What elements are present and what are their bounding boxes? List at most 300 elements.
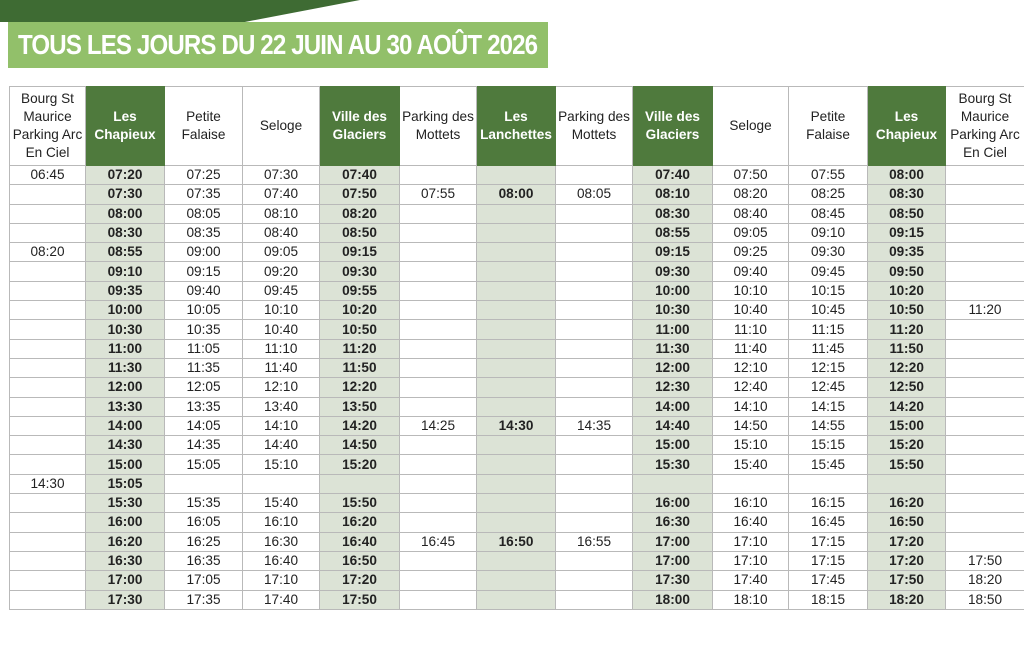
time-cell: 08:40 (713, 204, 789, 223)
time-cell (477, 204, 556, 223)
time-cell: 08:30 (86, 223, 165, 242)
time-cell: 08:05 (165, 204, 243, 223)
time-cell: 16:05 (165, 513, 243, 532)
table-row (10, 455, 1024, 474)
time-cell: 15:30 (633, 455, 713, 474)
time-cell (10, 358, 86, 377)
time-cell (946, 513, 1024, 532)
time-cell: 08:00 (86, 204, 165, 223)
time-cell: 13:30 (86, 397, 165, 416)
time-cell: 16:40 (713, 513, 789, 532)
time-cell: 08:20 (10, 243, 86, 262)
time-cell: 11:00 (86, 339, 165, 358)
time-cell: 09:10 (86, 262, 165, 281)
time-cell (477, 281, 556, 300)
time-cell (556, 243, 633, 262)
time-cell: 16:45 (400, 532, 477, 551)
time-cell: 10:15 (789, 281, 868, 300)
time-cell (165, 474, 243, 493)
time-cell: 17:20 (868, 532, 946, 551)
time-cell (556, 281, 633, 300)
time-cell (477, 223, 556, 242)
time-cell: 17:05 (165, 571, 243, 590)
time-cell: 14:00 (86, 416, 165, 435)
time-cell: 10:10 (713, 281, 789, 300)
time-cell (243, 474, 320, 493)
time-cell: 14:10 (243, 416, 320, 435)
time-cell (400, 166, 477, 185)
time-cell: 15:20 (320, 455, 400, 474)
column-header: Petite Falaise (789, 87, 868, 166)
time-cell: 14:50 (320, 436, 400, 455)
time-cell: 17:10 (713, 551, 789, 570)
time-cell: 12:10 (243, 378, 320, 397)
time-cell: 10:20 (320, 301, 400, 320)
time-cell (946, 436, 1024, 455)
time-cell: 16:20 (320, 513, 400, 532)
time-cell: 08:25 (789, 185, 868, 204)
time-cell: 07:25 (165, 166, 243, 185)
time-cell (400, 551, 477, 570)
time-cell (400, 474, 477, 493)
time-cell (400, 590, 477, 609)
column-header: Petite Falaise (165, 87, 243, 166)
time-cell (633, 474, 713, 493)
time-cell: 11:35 (165, 358, 243, 377)
time-cell (10, 281, 86, 300)
time-cell: 09:30 (320, 262, 400, 281)
time-cell (946, 416, 1024, 435)
time-cell: 17:40 (713, 571, 789, 590)
time-cell: 18:15 (789, 590, 868, 609)
time-cell: 16:20 (86, 532, 165, 551)
time-cell (10, 494, 86, 513)
time-cell: 17:00 (86, 571, 165, 590)
title-banner (8, 22, 548, 68)
time-cell: 16:45 (789, 513, 868, 532)
time-cell: 15:50 (868, 455, 946, 474)
time-cell: 09:05 (713, 223, 789, 242)
column-header: Parking des Mottets (400, 87, 477, 166)
time-cell (10, 223, 86, 242)
time-cell (946, 532, 1024, 551)
time-cell (400, 513, 477, 532)
time-cell: 14:30 (10, 474, 86, 493)
table-row (10, 513, 1024, 532)
time-cell: 17:50 (320, 590, 400, 609)
time-cell: 10:05 (165, 301, 243, 320)
time-cell (477, 301, 556, 320)
time-cell (946, 339, 1024, 358)
time-cell: 06:45 (10, 166, 86, 185)
time-cell: 17:00 (633, 532, 713, 551)
time-cell: 10:30 (86, 320, 165, 339)
time-cell: 13:40 (243, 397, 320, 416)
time-cell: 11:40 (713, 339, 789, 358)
time-cell (946, 320, 1024, 339)
time-cell (477, 571, 556, 590)
time-cell (400, 436, 477, 455)
time-cell (10, 262, 86, 281)
time-cell: 09:45 (789, 262, 868, 281)
time-cell: 14:15 (789, 397, 868, 416)
time-cell (477, 455, 556, 474)
time-cell: 07:50 (713, 166, 789, 185)
time-cell (946, 223, 1024, 242)
time-cell: 14:10 (713, 397, 789, 416)
time-cell: 16:30 (86, 551, 165, 570)
time-cell (556, 223, 633, 242)
time-cell (556, 571, 633, 590)
time-cell: 11:30 (633, 339, 713, 358)
column-header: Bourg St Maurice Parking Arc En Ciel (10, 87, 86, 166)
time-cell: 13:50 (320, 397, 400, 416)
time-cell (477, 551, 556, 570)
time-cell: 15:05 (86, 474, 165, 493)
time-cell: 10:00 (86, 301, 165, 320)
table-row (10, 166, 1024, 185)
time-cell: 17:00 (633, 551, 713, 570)
time-cell: 08:00 (477, 185, 556, 204)
column-header: Les Chapieux (868, 87, 946, 166)
time-cell: 08:20 (320, 204, 400, 223)
time-cell: 13:35 (165, 397, 243, 416)
time-cell (946, 455, 1024, 474)
time-cell (400, 339, 477, 358)
time-cell: 11:20 (320, 339, 400, 358)
table-row (10, 185, 1024, 204)
time-cell: 12:50 (868, 378, 946, 397)
time-cell: 10:50 (868, 301, 946, 320)
table-row (10, 436, 1024, 455)
time-cell (477, 320, 556, 339)
time-cell: 14:20 (868, 397, 946, 416)
time-cell: 12:00 (633, 358, 713, 377)
time-cell: 10:45 (789, 301, 868, 320)
time-cell: 12:45 (789, 378, 868, 397)
time-cell (556, 262, 633, 281)
time-cell (556, 551, 633, 570)
time-cell: 07:40 (243, 185, 320, 204)
time-cell (868, 474, 946, 493)
time-cell: 10:10 (243, 301, 320, 320)
table-row (10, 494, 1024, 513)
time-cell (400, 397, 477, 416)
table-row (10, 281, 1024, 300)
time-cell (556, 474, 633, 493)
time-cell: 12:15 (789, 358, 868, 377)
time-cell: 07:20 (86, 166, 165, 185)
time-cell: 16:30 (243, 532, 320, 551)
time-cell (10, 185, 86, 204)
time-cell: 07:40 (633, 166, 713, 185)
time-cell: 16:00 (86, 513, 165, 532)
time-cell: 10:40 (713, 301, 789, 320)
time-cell (400, 378, 477, 397)
time-cell (946, 281, 1024, 300)
time-cell: 14:55 (789, 416, 868, 435)
time-cell (400, 571, 477, 590)
time-cell (10, 320, 86, 339)
time-cell (400, 243, 477, 262)
time-cell: 11:50 (868, 339, 946, 358)
time-cell (400, 301, 477, 320)
time-cell: 08:40 (243, 223, 320, 242)
time-cell (946, 494, 1024, 513)
time-cell: 16:55 (556, 532, 633, 551)
time-cell: 14:50 (713, 416, 789, 435)
time-cell: 10:00 (633, 281, 713, 300)
table-row (10, 320, 1024, 339)
time-cell: 09:20 (243, 262, 320, 281)
time-cell: 10:35 (165, 320, 243, 339)
time-cell (400, 494, 477, 513)
time-cell: 07:55 (789, 166, 868, 185)
time-cell: 16:25 (165, 532, 243, 551)
time-cell (477, 397, 556, 416)
time-cell: 15:50 (320, 494, 400, 513)
time-cell (946, 358, 1024, 377)
time-cell: 17:20 (320, 571, 400, 590)
time-cell: 15:40 (713, 455, 789, 474)
time-cell: 16:10 (713, 494, 789, 513)
time-cell (10, 378, 86, 397)
time-cell: 08:50 (320, 223, 400, 242)
time-cell: 17:20 (868, 551, 946, 570)
time-cell: 09:30 (789, 243, 868, 262)
time-cell: 15:00 (868, 416, 946, 435)
time-cell: 10:40 (243, 320, 320, 339)
time-cell: 09:35 (86, 281, 165, 300)
table-row (10, 358, 1024, 377)
time-cell (946, 378, 1024, 397)
time-cell: 14:20 (320, 416, 400, 435)
time-cell: 14:30 (86, 436, 165, 455)
time-cell: 08:10 (243, 204, 320, 223)
time-cell: 17:50 (868, 571, 946, 590)
time-cell: 08:00 (868, 166, 946, 185)
time-cell (400, 223, 477, 242)
time-cell (477, 339, 556, 358)
time-cell (556, 204, 633, 223)
time-cell (556, 166, 633, 185)
time-cell (713, 474, 789, 493)
time-cell (10, 204, 86, 223)
table-row (10, 397, 1024, 416)
table-row (10, 378, 1024, 397)
table-row (10, 223, 1024, 242)
time-cell: 16:35 (165, 551, 243, 570)
corner-stripe (0, 0, 360, 22)
time-cell (10, 436, 86, 455)
time-cell: 15:10 (243, 455, 320, 474)
time-cell: 11:10 (713, 320, 789, 339)
time-cell: 09:40 (713, 262, 789, 281)
time-cell (400, 455, 477, 474)
column-header: Parking des Mottets (556, 87, 633, 166)
time-cell: 09:35 (868, 243, 946, 262)
time-cell: 15:35 (165, 494, 243, 513)
time-cell (10, 513, 86, 532)
time-cell: 09:15 (165, 262, 243, 281)
time-cell: 15:00 (633, 436, 713, 455)
time-cell: 08:55 (86, 243, 165, 262)
time-cell (946, 204, 1024, 223)
time-cell: 11:30 (86, 358, 165, 377)
time-cell: 10:30 (633, 301, 713, 320)
time-cell: 14:00 (633, 397, 713, 416)
time-cell: 11:10 (243, 339, 320, 358)
time-cell: 18:20 (946, 571, 1024, 590)
time-cell: 11:20 (946, 301, 1024, 320)
time-cell (556, 436, 633, 455)
time-cell (556, 590, 633, 609)
time-cell: 17:50 (946, 551, 1024, 570)
time-cell: 14:25 (400, 416, 477, 435)
time-cell: 17:10 (713, 532, 789, 551)
time-cell: 09:40 (165, 281, 243, 300)
time-cell (946, 262, 1024, 281)
time-cell: 11:15 (789, 320, 868, 339)
table-row (10, 301, 1024, 320)
column-header: Seloge (713, 87, 789, 166)
time-cell: 16:50 (477, 532, 556, 551)
time-cell: 11:40 (243, 358, 320, 377)
time-cell: 14:40 (633, 416, 713, 435)
time-cell (477, 590, 556, 609)
time-cell (10, 571, 86, 590)
time-cell: 17:15 (789, 532, 868, 551)
time-cell (477, 243, 556, 262)
time-cell: 07:35 (165, 185, 243, 204)
time-cell: 10:20 (868, 281, 946, 300)
time-cell (10, 551, 86, 570)
time-cell: 17:40 (243, 590, 320, 609)
time-cell: 09:00 (165, 243, 243, 262)
time-cell: 09:50 (868, 262, 946, 281)
time-cell: 07:30 (86, 185, 165, 204)
time-cell: 07:30 (243, 166, 320, 185)
table-row (10, 243, 1024, 262)
column-header: Les Lanchettes (477, 87, 556, 166)
time-cell (946, 397, 1024, 416)
time-cell: 14:05 (165, 416, 243, 435)
column-header: Bourg St Maurice Parking Arc En Ciel (946, 87, 1024, 166)
time-cell (400, 262, 477, 281)
time-cell: 09:55 (320, 281, 400, 300)
time-cell (10, 397, 86, 416)
time-cell: 11:45 (789, 339, 868, 358)
time-cell: 15:00 (86, 455, 165, 474)
time-cell: 17:10 (243, 571, 320, 590)
table-body (10, 166, 1024, 610)
time-cell: 08:30 (868, 185, 946, 204)
time-cell (477, 474, 556, 493)
time-cell: 08:05 (556, 185, 633, 204)
time-cell (10, 590, 86, 609)
time-cell: 16:50 (868, 513, 946, 532)
table-row (10, 416, 1024, 435)
time-cell: 15:20 (868, 436, 946, 455)
time-cell: 12:00 (86, 378, 165, 397)
timetable (9, 86, 1024, 610)
time-cell: 14:35 (165, 436, 243, 455)
table-row (10, 204, 1024, 223)
column-header: Seloge (243, 87, 320, 166)
time-cell: 09:45 (243, 281, 320, 300)
table-row (10, 262, 1024, 281)
time-cell (400, 320, 477, 339)
time-cell (556, 378, 633, 397)
time-cell: 15:30 (86, 494, 165, 513)
table-row (10, 474, 1024, 493)
column-header: Ville des Glaciers (320, 87, 400, 166)
time-cell: 09:30 (633, 262, 713, 281)
time-cell: 15:10 (713, 436, 789, 455)
time-cell (477, 166, 556, 185)
time-cell (400, 358, 477, 377)
time-cell: 07:40 (320, 166, 400, 185)
time-cell: 15:40 (243, 494, 320, 513)
time-cell: 15:05 (165, 455, 243, 474)
time-cell (556, 455, 633, 474)
time-cell: 15:15 (789, 436, 868, 455)
time-cell (10, 416, 86, 435)
time-cell: 08:35 (165, 223, 243, 242)
time-cell: 17:30 (633, 571, 713, 590)
time-cell: 16:40 (320, 532, 400, 551)
time-cell: 11:50 (320, 358, 400, 377)
time-cell: 11:00 (633, 320, 713, 339)
time-cell: 12:30 (633, 378, 713, 397)
time-cell (946, 474, 1024, 493)
time-cell: 18:50 (946, 590, 1024, 609)
time-cell (556, 513, 633, 532)
time-cell (320, 474, 400, 493)
time-cell: 09:15 (320, 243, 400, 262)
time-cell: 12:20 (868, 358, 946, 377)
time-cell (556, 339, 633, 358)
time-cell: 18:00 (633, 590, 713, 609)
time-cell (10, 455, 86, 474)
time-cell (10, 532, 86, 551)
time-cell: 16:00 (633, 494, 713, 513)
time-cell: 08:30 (633, 204, 713, 223)
time-cell: 16:10 (243, 513, 320, 532)
table-row (10, 532, 1024, 551)
time-cell: 12:10 (713, 358, 789, 377)
time-cell: 16:20 (868, 494, 946, 513)
time-cell: 16:15 (789, 494, 868, 513)
time-cell: 09:15 (868, 223, 946, 242)
time-cell (946, 185, 1024, 204)
time-cell (556, 397, 633, 416)
time-cell: 10:50 (320, 320, 400, 339)
table-row (10, 551, 1024, 570)
time-cell: 08:55 (633, 223, 713, 242)
time-cell: 09:10 (789, 223, 868, 242)
time-cell: 08:10 (633, 185, 713, 204)
time-cell: 14:35 (556, 416, 633, 435)
time-cell (477, 436, 556, 455)
time-cell: 08:50 (868, 204, 946, 223)
page-title: TOUS LES JOURS DU 22 JUIN AU 30 AOÛT 2026 (18, 29, 538, 60)
time-cell: 07:55 (400, 185, 477, 204)
time-cell: 09:05 (243, 243, 320, 262)
time-cell: 11:05 (165, 339, 243, 358)
table-row (10, 590, 1024, 609)
time-cell (477, 358, 556, 377)
